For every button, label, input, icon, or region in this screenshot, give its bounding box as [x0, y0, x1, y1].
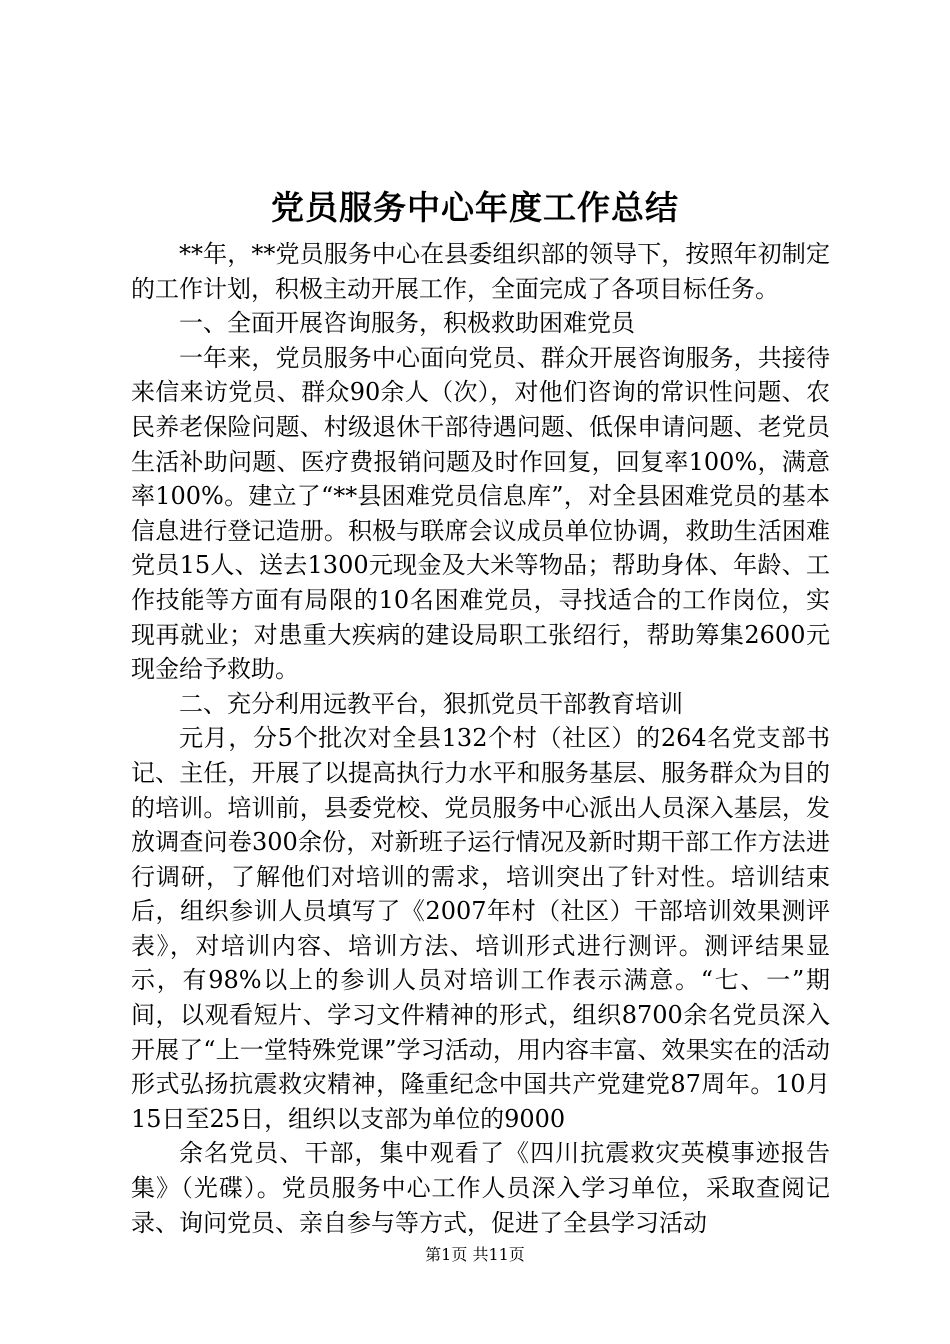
paragraph-section-1: 一年来，党员服务中心面向党员、群众开展咨询服务，共接待来信来访党员、群众90余人（次），对他们咨询的常识性问题、农民养老保险问题、村级退休干部待遇问题、低保申请问题、老党员生活补助问题、医疗费报销问题及时作回复，回复率100%，满意率100%。建立了“**县困难党员信息库”，对全县困难党员的基本信息进行登记造册。积极与联席会议成员单位协调，救助生活困难党员15人、送去1300元现金及大米等物品；帮助身体、年龄、工作技能等方面有局限的10名困难党员，寻找适合的工作岗位，实现再就业；对患重大疾病的建设局职工张绍行，帮助筹集2600元现金给予救助。 [131, 343, 830, 684]
section-heading-2: 二、充分利用远教平台，狠抓党员干部教育培训 [179, 689, 683, 718]
paragraph-intro: **年，**党员服务中心在县委组织部的领导下，按照年初制定的工作计划，积极主动开展工作，全面完成了各项目标任务。 [131, 240, 830, 303]
document-title: 党员服务中心年度工作总结 [271, 188, 679, 227]
paragraph-section-2-continued: 余名党员、干部，集中观看了《四川抗震救灾英模事迹报告集》（光碟）。党员服务中心工作人员深入学习单位，采取查阅记录、询问党员、亲自参与等方式，促进了全县学习活动 [131, 1139, 830, 1237]
section-heading-1: 一、全面开展咨询服务，积极救助困难党员 [179, 309, 635, 338]
paragraph-section-2: 元月，分5个批次对全县132个村（社区）的264名党支部书记、主任，开展了以提高执行力水平和服务基层、服务群众为目的的培训。培训前，县委党校、党员服务中心派出人员深入基层，发放调查问卷300余份，对新班子运行情况及新时期干部工作方法进行调研，了解他们对培训的需求，培训突出了针对性。培训结束后，组织参训人员填写了《2007年村（社区）干部培训效果测评表》，对培训内容、培训方法、培训形式进行测评。测评结果显示，有98%以上的参训人员对培训工作表示满意。“七、一”期间，以观看短片、学习文件精神的形式，组织8700余名党员深入开展了“上一堂特殊党课”学习活动，用内容丰富、效果实在的活动形式弘扬抗震救灾精神，隆重纪念中国共产党建党87周年。10月15日至25日，组织以支部为单位的9000 [131, 724, 830, 1133]
page-footer: 第1页 共11页 [425, 1245, 525, 1264]
document-body [131, 237, 830, 1240]
